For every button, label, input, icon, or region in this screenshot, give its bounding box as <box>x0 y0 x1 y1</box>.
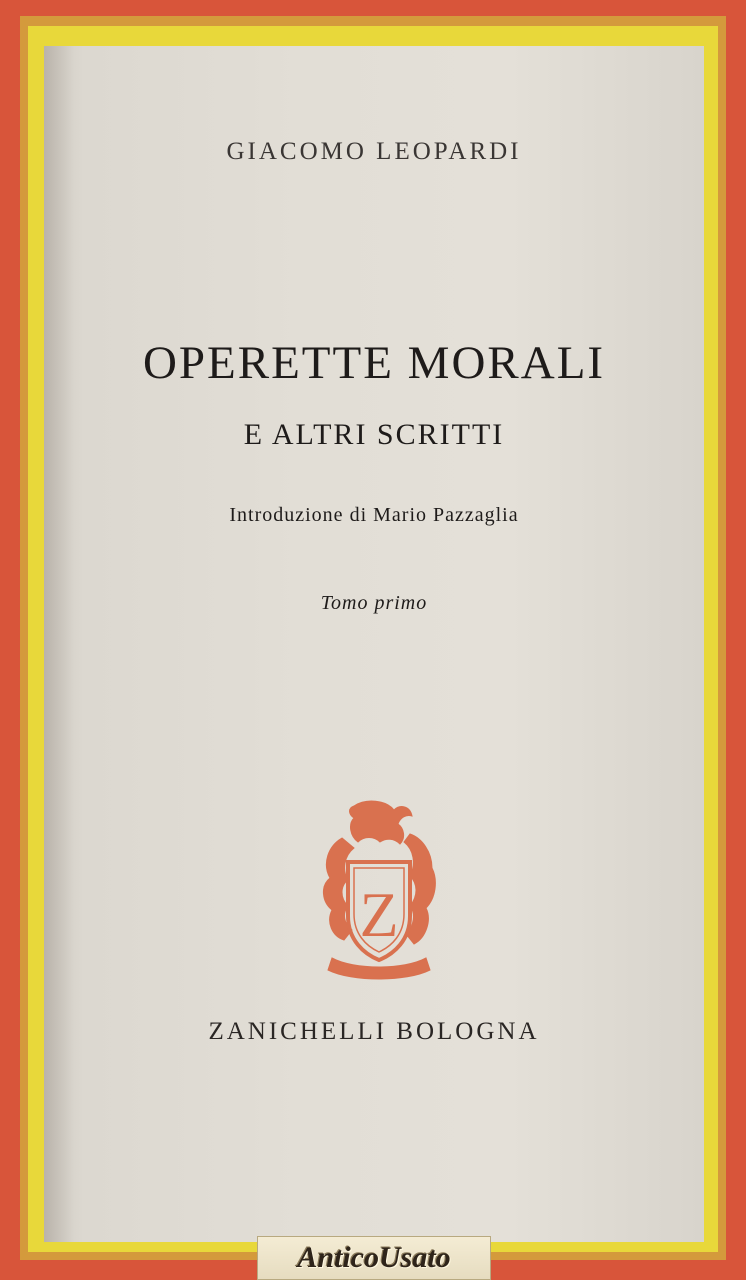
publisher-name: ZANICHELLI BOLOGNA <box>208 1018 540 1045</box>
watermark-badge <box>257 1236 491 1280</box>
author-name: GIACOMO LEOPARDI <box>226 138 522 165</box>
book-subtitle: E ALTRI SCRITTI <box>243 418 505 451</box>
title-page <box>44 46 704 1242</box>
volume-label: Tomo primo <box>320 592 428 614</box>
watermark-text: AnticoUsato <box>297 1241 451 1274</box>
logo-letter: Z <box>359 879 399 950</box>
book-title: OPERETTE MORALI <box>142 337 606 389</box>
introduction-credit: Introduzione di Mario Pazzaglia <box>229 504 519 526</box>
publisher-logo-icon <box>314 798 444 983</box>
